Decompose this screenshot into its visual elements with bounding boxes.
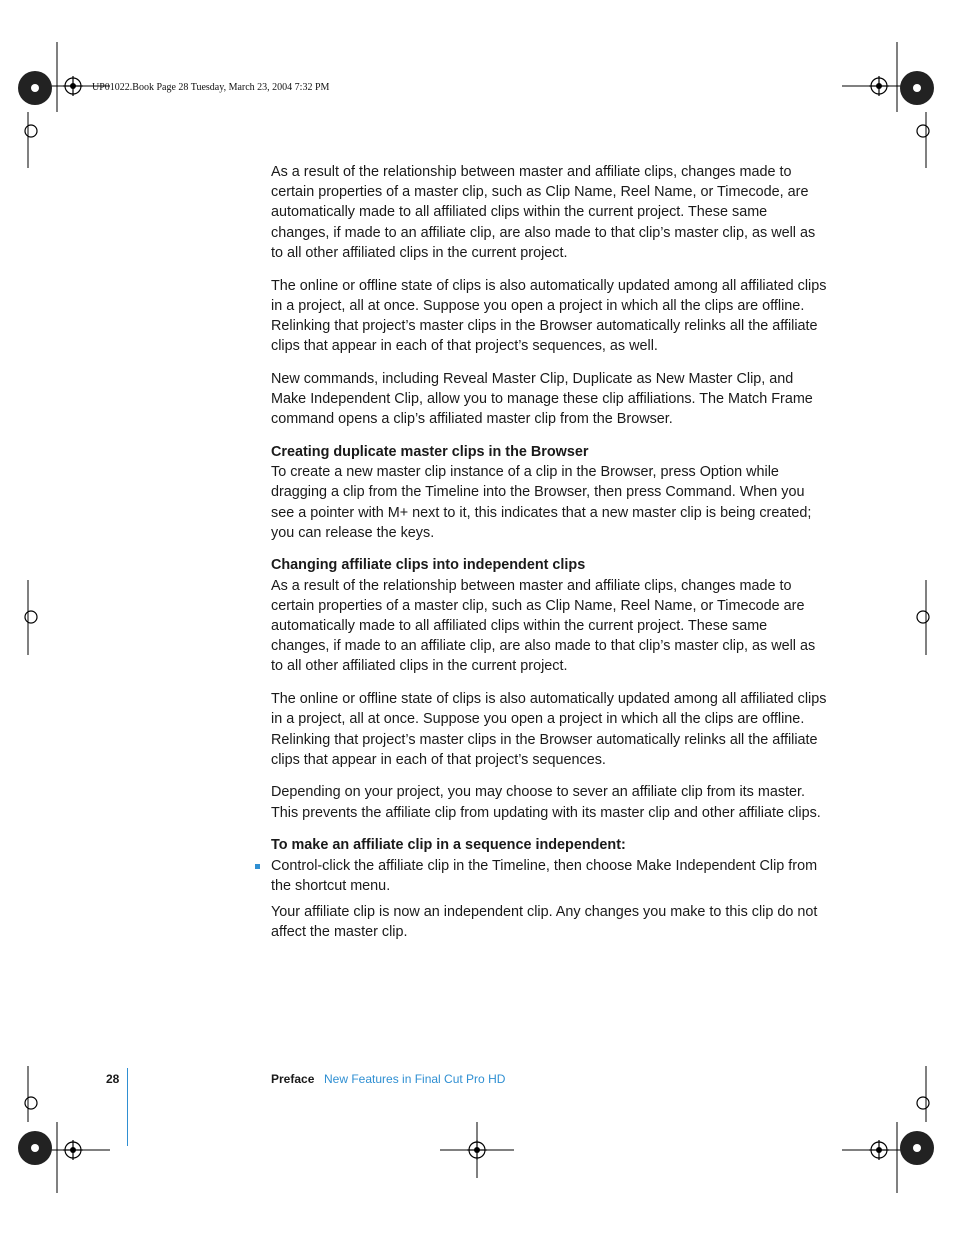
page-body xyxy=(271,162,827,955)
print-slug: UP01022.Book Page 28 Tuesday, March 23, 2004 7:32 PM xyxy=(92,82,330,93)
paragraph: As a result of the relationship between master and affiliate clips, changes made to certain properties of a master clip, such as Clip Name, Reel Name, or Timecode are automatically made to all affiliated clips within the current project. These same changes, if made to an affiliate clip, are also made to that clip’s master clip, as well as to all other affiliated clips in the current project. xyxy=(271,577,816,675)
bullet-text: Control-click the affiliate clip in the Timeline, then choose Make Independent Clip from the shortcut menu. xyxy=(271,857,818,894)
section-heading: Changing affiliate clips into independent clips xyxy=(271,557,586,574)
footer-chapter-title: New Features in Final Cut Pro HD xyxy=(324,1072,506,1086)
paragraph: New commands, including Reveal Master Clip, Duplicate as New Master Clip, and Make Independent Clip, allow you to manage these clip affiliations. The Match Frame command opens a clip’s affiliated master clip from the Browser. xyxy=(271,370,813,428)
footer-divider xyxy=(127,1068,128,1146)
paragraph: As a result of the relationship between master and affiliate clips, changes made to certain properties of a master clip, such as Clip Name, Reel Name, or Timecode, are automatically made to all affiliated clips within the current project. These same changes, if made to an affiliate clip, are also made to that clip’s master clip, as well as to all other affiliated clips in the current project. xyxy=(271,164,816,261)
footer-section: Preface xyxy=(271,1072,315,1086)
paragraph: The online or offline state of clips is also automatically updated among all affiliated clips in a project, all at once. Suppose you open a project in which all the clips are offline. Relinking that project’s master clips in the Browser automatically relinks all the affiliate clips that appear in each of that project’s sequences. xyxy=(271,691,827,768)
bullet-item xyxy=(271,856,827,896)
paragraph: Your affiliate clip is now an independent clip. Any changes you make to this clip do not affect the master clip. xyxy=(271,904,818,941)
paragraph: To create a new master clip instance of a clip in the Browser, press Option while dragging a clip from the Timeline into the Browser, then press Command. When you see a pointer with M+ next to it, this indicates that a new master clip is being created; you can release the keys. xyxy=(271,464,812,541)
task-heading: To make an affiliate clip in a sequence independent: xyxy=(271,837,626,854)
section-heading: Creating duplicate master clips in the Browser xyxy=(271,443,589,460)
paragraph: Depending on your project, you may choose to sever an affiliate clip from its master. This prevents the affiliate clip from updating with its master clip and other affiliate clips. xyxy=(271,784,821,821)
bullet-square-icon xyxy=(255,864,260,869)
page-number: 28 xyxy=(106,1072,120,1086)
paragraph: The online or offline state of clips is also automatically updated among all affiliated clips in a project, all at once. Suppose you open a project in which all the clips are offline. Relinking that project’s master clips in the Browser automatically relinks all the affiliate clips that appear in each of that project’s sequences, as well. xyxy=(271,277,827,355)
